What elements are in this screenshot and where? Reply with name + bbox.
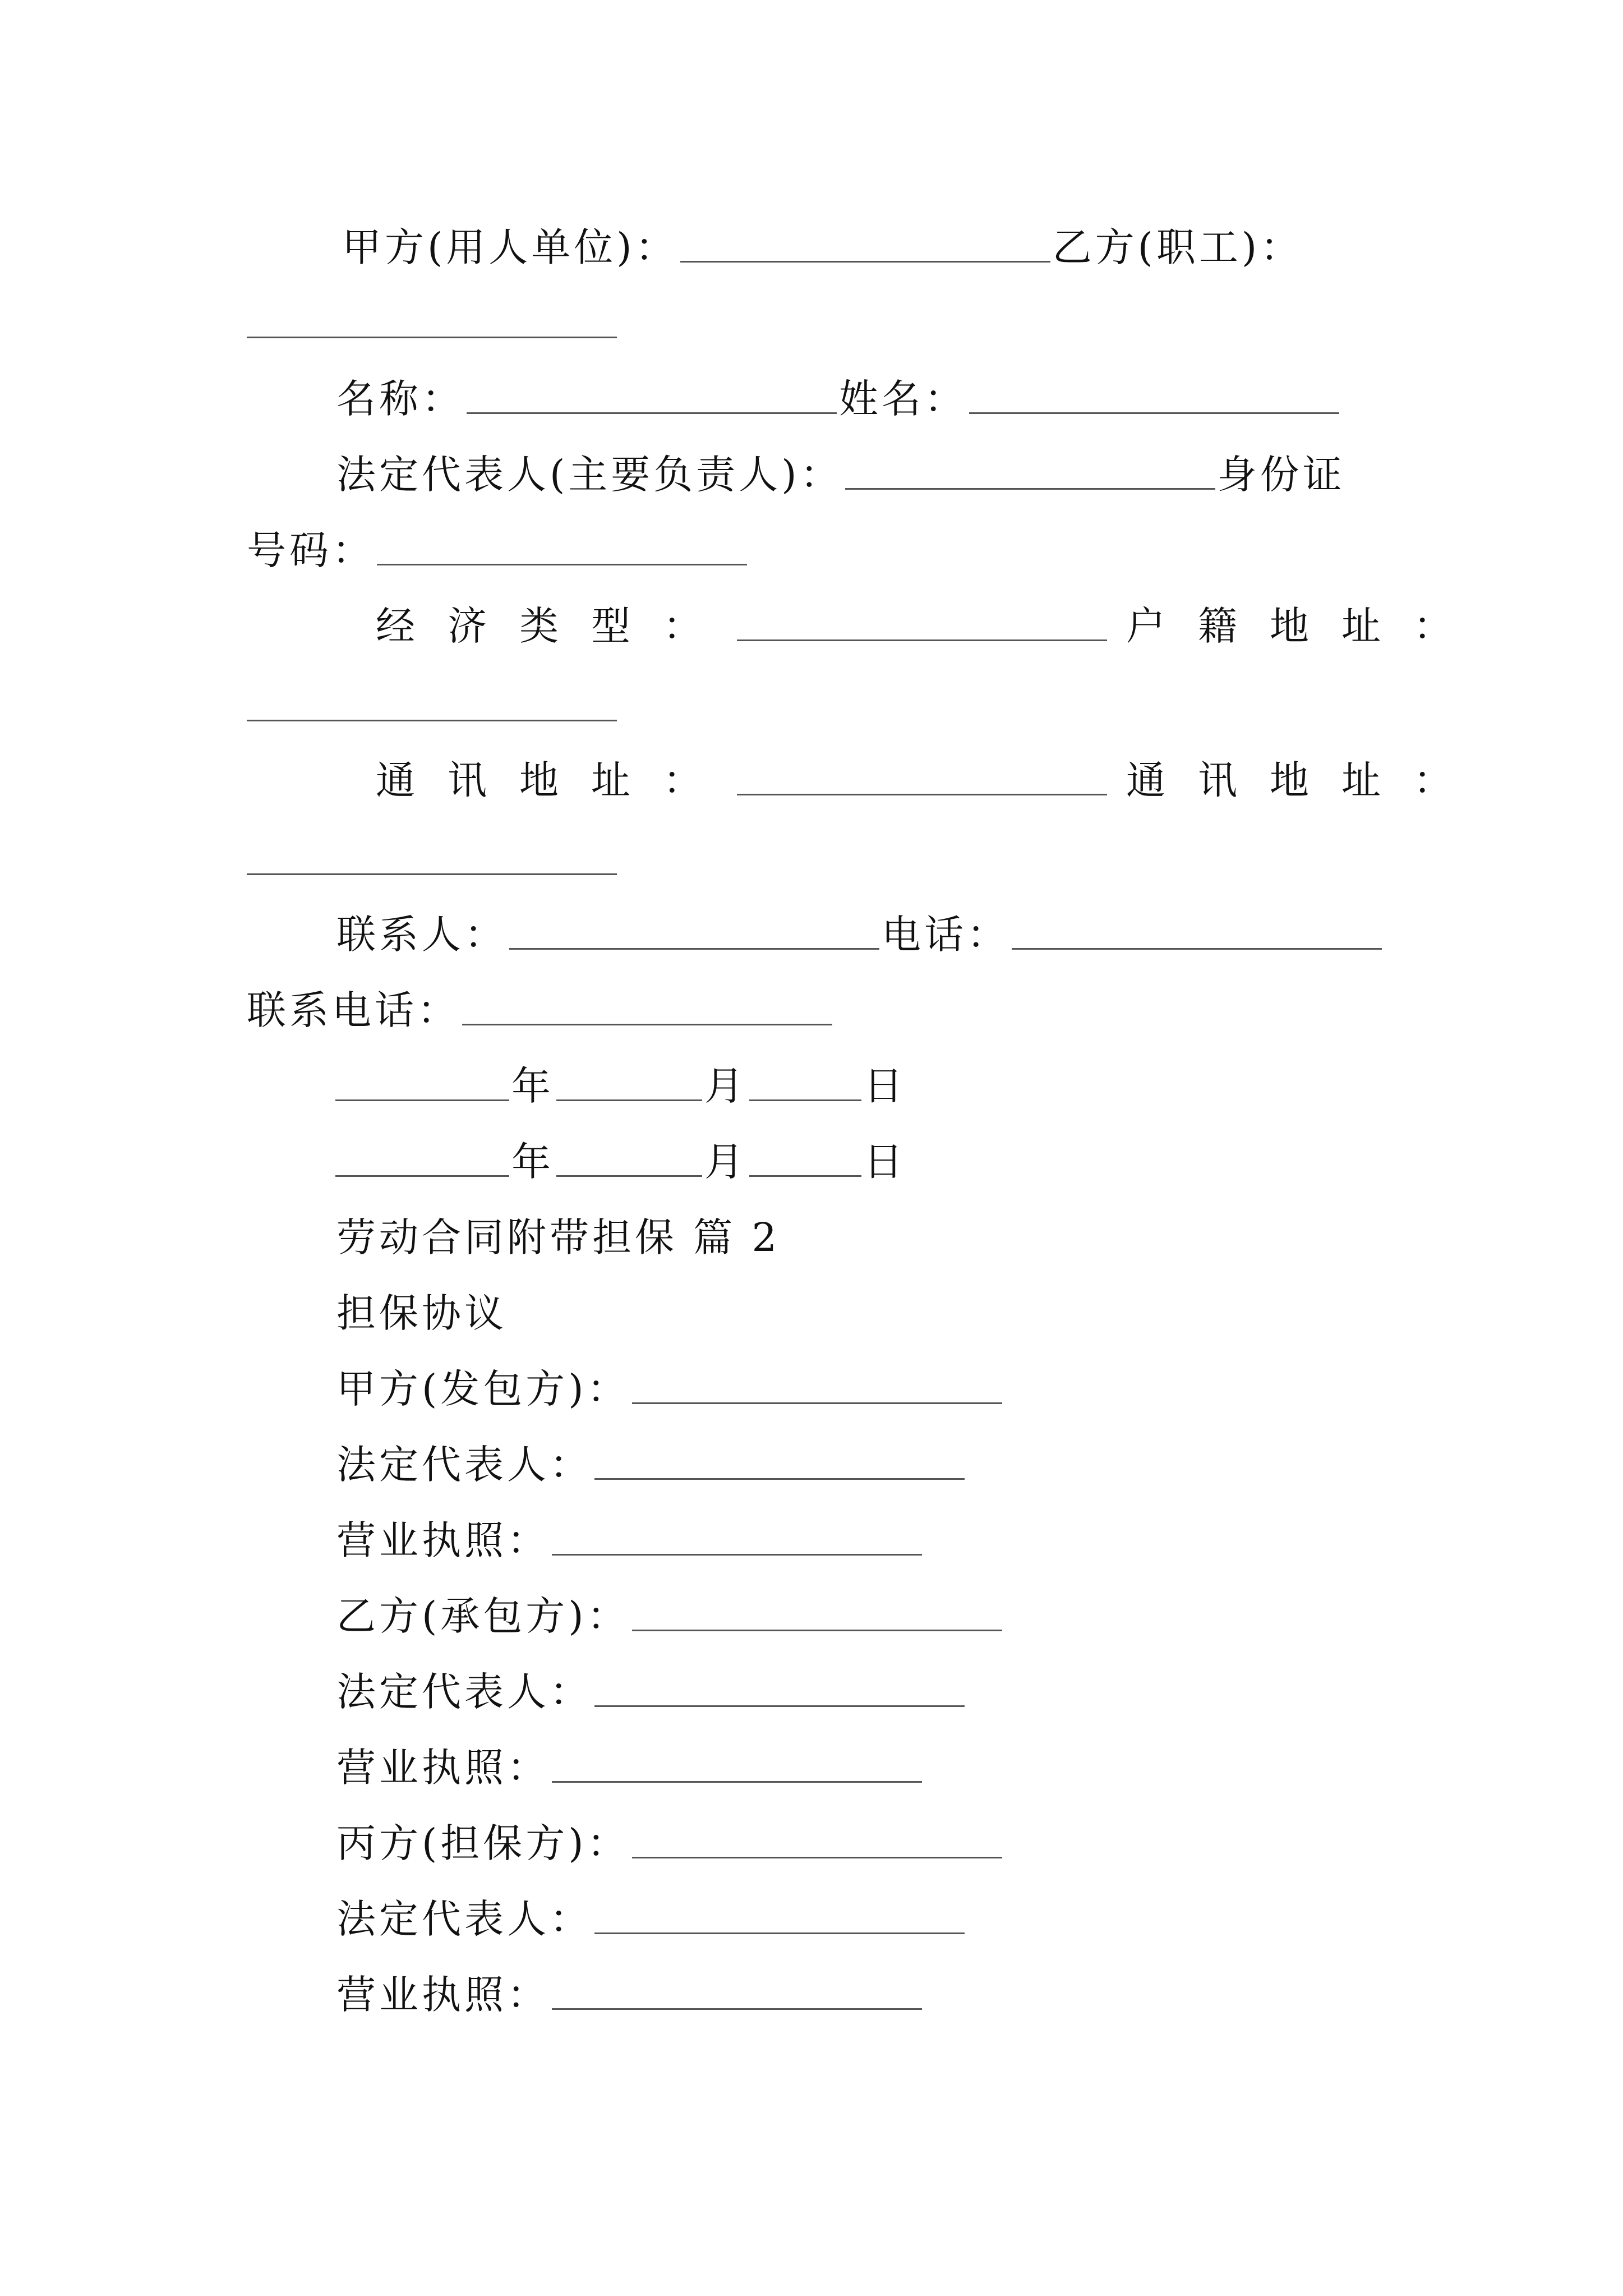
employee-name-blank[interactable] xyxy=(969,378,1339,414)
party-a-license-blank[interactable] xyxy=(552,1519,922,1556)
id-number-blank[interactable] xyxy=(377,529,747,565)
phone-blank[interactable] xyxy=(1012,913,1382,950)
mail-address-blank-2[interactable] xyxy=(247,873,617,875)
party-a-employer-label: 甲方(用人单位)： xyxy=(342,224,678,270)
party-b-employee-label: 乙方(职工)： xyxy=(1052,224,1303,270)
party-a-license-row xyxy=(336,1509,924,1565)
econ-type-row xyxy=(376,595,1485,651)
employee-name-label: 姓名： xyxy=(839,375,967,422)
party-b-rep-label: 法定代表人： xyxy=(336,1668,592,1715)
contact-person-blank[interactable] xyxy=(509,913,879,950)
party-c-row xyxy=(336,1812,1004,1868)
legal-rep-label: 法定代表人(主要负责人)： xyxy=(336,451,843,498)
party-c-blank[interactable] xyxy=(632,1822,1002,1858)
phone-label: 电话： xyxy=(882,911,1009,958)
id-card-label: 身份证 xyxy=(1217,451,1345,498)
party-b-label: 乙方(承包方)： xyxy=(336,1593,630,1639)
party-c-rep-row xyxy=(336,1888,967,1944)
id-number-row xyxy=(247,519,749,575)
day-label-1: 日 xyxy=(864,1062,906,1109)
guarantee-agreement-title: 担保协议 xyxy=(336,1290,507,1336)
contact-row xyxy=(336,903,1384,959)
party-c-license-blank[interactable] xyxy=(552,1973,922,2010)
mail-address-row xyxy=(376,749,1485,805)
section-heading: 劳动合同附带担保 篇 2 xyxy=(336,1214,781,1260)
party-c-rep-blank[interactable] xyxy=(594,1898,965,1934)
legal-rep-blank[interactable] xyxy=(845,453,1215,490)
year-label-2: 年 xyxy=(511,1138,554,1185)
party-c-license-row xyxy=(336,1963,924,2019)
mail-address-blank[interactable] xyxy=(737,759,1107,795)
year-label-1: 年 xyxy=(511,1062,554,1109)
day-blank-2[interactable] xyxy=(749,1140,861,1177)
guarantee-title-row xyxy=(336,1282,507,1338)
month-label-2: 月 xyxy=(704,1138,747,1185)
month-blank-2[interactable] xyxy=(556,1140,702,1177)
party-a-row xyxy=(336,1358,1004,1414)
mail-address-label: 通讯地址： xyxy=(376,757,735,803)
party-a-rep-blank[interactable] xyxy=(594,1443,965,1480)
id-number-label: 号码： xyxy=(247,527,375,573)
party-c-label: 丙方(担保方)： xyxy=(336,1820,630,1866)
day-blank-1[interactable] xyxy=(749,1065,861,1101)
name-row xyxy=(336,367,1341,424)
party-a-rep-label: 法定代表人： xyxy=(336,1441,592,1488)
date-row-2 xyxy=(335,1130,906,1186)
year-blank-2[interactable] xyxy=(335,1140,509,1177)
party-b-license-blank[interactable] xyxy=(552,1746,922,1783)
month-blank-1[interactable] xyxy=(556,1065,702,1101)
company-name-blank[interactable] xyxy=(467,378,837,414)
mail-address-label-2: 通讯地址： xyxy=(1126,757,1485,803)
party-b-row xyxy=(336,1585,1004,1641)
legal-rep-row xyxy=(336,443,1345,499)
econ-type-label: 经济类型： xyxy=(376,602,735,649)
date-row-1 xyxy=(335,1055,906,1111)
party-a-rep-row xyxy=(336,1433,967,1489)
party-a-label: 甲方(发包方)： xyxy=(336,1365,630,1412)
company-name-label: 名称： xyxy=(336,375,464,422)
party-a-employer-blank[interactable] xyxy=(680,226,1050,263)
contact-phone-label: 联系电话： xyxy=(247,987,460,1033)
section-heading-row xyxy=(336,1206,780,1262)
party-b-blank[interactable] xyxy=(632,1595,1002,1631)
month-label-1: 月 xyxy=(704,1062,747,1109)
contact-phone-row xyxy=(247,979,834,1035)
party-b-license-row xyxy=(336,1736,924,1792)
party-a-license-label: 营业执照： xyxy=(336,1517,550,1563)
household-address-blank[interactable] xyxy=(247,720,617,721)
year-blank-1[interactable] xyxy=(335,1065,509,1101)
contact-person-label: 联系人： xyxy=(336,911,507,958)
party-c-license-label: 营业执照： xyxy=(336,1971,550,2018)
party-b-employee-blank[interactable] xyxy=(247,337,617,338)
party-a-blank[interactable] xyxy=(632,1368,1002,1404)
party-a-employer-row xyxy=(342,216,1303,272)
household-address-label: 户籍地址： xyxy=(1126,602,1485,649)
party-c-rep-label: 法定代表人： xyxy=(336,1895,592,1942)
contact-phone-blank[interactable] xyxy=(462,989,832,1025)
econ-type-blank[interactable] xyxy=(737,605,1107,641)
party-b-rep-blank[interactable] xyxy=(594,1671,965,1707)
day-label-2: 日 xyxy=(864,1138,906,1185)
party-b-rep-row xyxy=(336,1660,967,1717)
party-b-license-label: 营业执照： xyxy=(336,1744,550,1791)
